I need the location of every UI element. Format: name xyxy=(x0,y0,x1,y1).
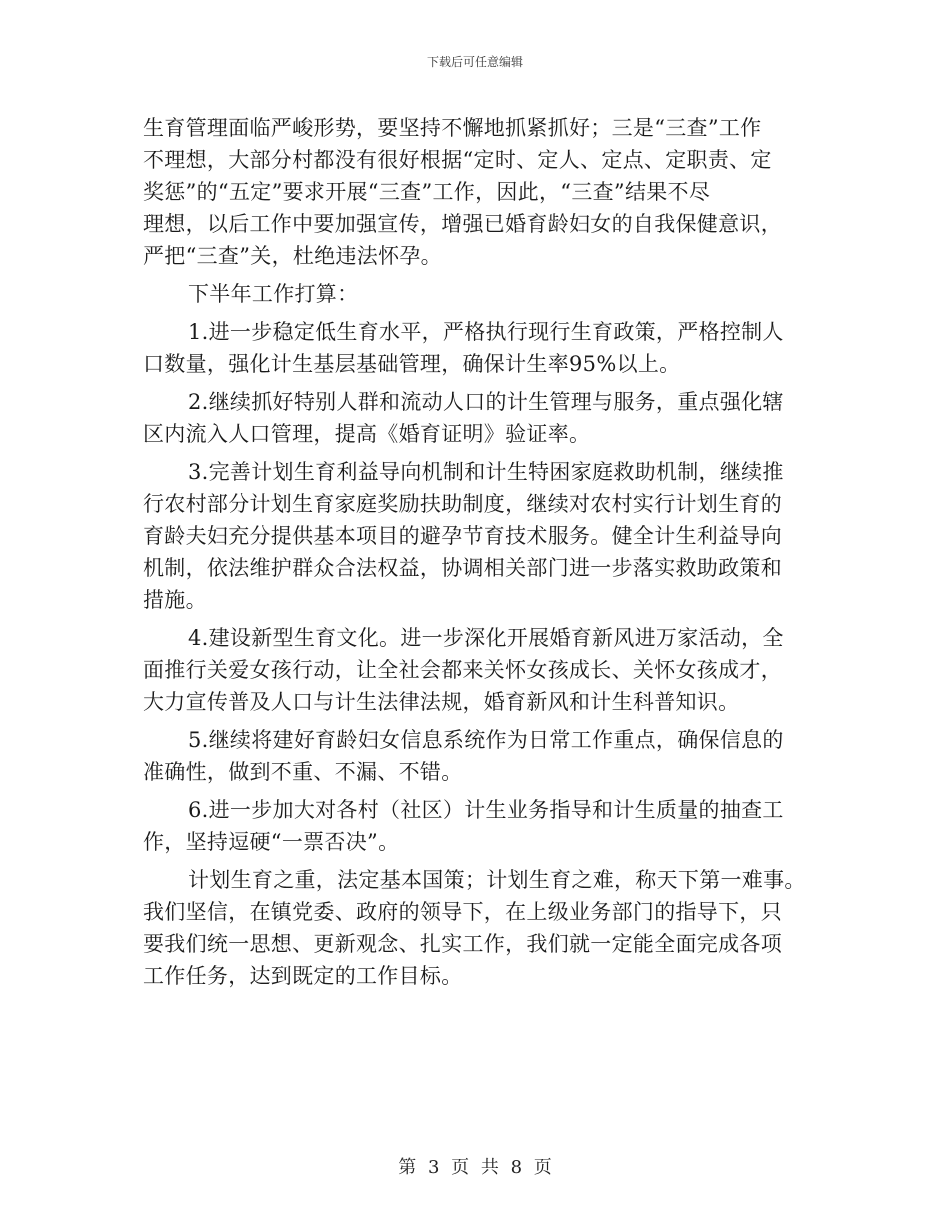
text-line: 大力宣传普及人口与计生法律法规，婚育新风和计生科普知识。 xyxy=(143,690,740,714)
text-line: 计划生育之重，法定基本国策；计划生育之难，称天下第一难事。 xyxy=(188,868,806,892)
text-line: 区内流入人口管理，提高《婚育证明》验证率。 xyxy=(143,422,591,446)
text-line: 准确性，做到不重、不漏、不错。 xyxy=(143,760,463,784)
text-line: 口数量，强化计生基层基础管理，确保计生率95%以上。 xyxy=(143,352,681,376)
text-line: 措施。 xyxy=(143,588,207,612)
list-item xyxy=(143,794,803,858)
text-line: 育龄夫妇充分提供基本项目的避孕节育技术服务。健全计生利益导向 xyxy=(143,524,782,548)
text-line: 6.进一步加大对各村（社区）计生业务指导和计生质量的抽查工 xyxy=(188,798,784,822)
text-line: 机制，依法维护群众合法权益，协调相关部门进一步落实救助政策和 xyxy=(143,556,782,580)
list-item xyxy=(143,456,803,616)
text-line: 不理想，大部分村都没有很好根据“定时、定人、定点、定职责、定 xyxy=(143,148,772,172)
text-line: 我们坚信，在镇党委、政府的领导下，在上级业务部门的指导下，只 xyxy=(143,900,782,924)
text-line: 4.建设新型生育文化。进一步深化开展婚育新风进万家活动，全 xyxy=(188,626,784,650)
text-line: 要我们统一思想、更新观念、扎实工作，我们就一定能全面完成各项 xyxy=(143,932,782,956)
text-line: 工作任务，达到既定的工作目标。 xyxy=(143,964,463,988)
text-line: 5.继续将建好育龄妇女信息系统作为日常工作重点，确保信息的 xyxy=(188,728,784,752)
text-line: 1.进一步稳定低生育水平，严格执行现行生育政策，严格控制人 xyxy=(188,320,784,344)
text-line: 2.继续抓好特别人群和流动人口的计生管理与服务，重点强化辖 xyxy=(188,390,784,414)
page-number: 第 3 页 共 8 页 xyxy=(398,1157,552,1178)
text-line: 下半年工作打算： xyxy=(188,282,359,306)
section-heading xyxy=(143,278,803,310)
text-line: 3.完善计划生育利益导向机制和计生特困家庭救助机制，继续推 xyxy=(188,460,784,484)
text-line: 面推行关爱女孩行动，让全社会都来关怀女孩成长、关怀女孩成才， xyxy=(143,658,782,682)
page-header: 下载后可任意编辑 xyxy=(426,55,523,69)
text-line: 作，坚持逗硬“一票否决”。 xyxy=(143,830,400,854)
list-item xyxy=(143,622,803,718)
text-line: 严把“三查”关，杜绝违法怀孕。 xyxy=(143,244,442,268)
list-item xyxy=(143,724,803,788)
paragraph xyxy=(143,112,803,272)
text-line: 行农村部分计划生育家庭奖励扶助制度，继续对农村实行计划生育的 xyxy=(143,492,782,516)
text-line: 理想，以后工作中要加强宣传，增强已婚育龄妇女的自我保健意识， xyxy=(143,212,782,236)
document-body xyxy=(143,112,806,998)
text-line: 奖惩”的“五定”要求开展“三查”工作，因此，“三查”结果不尽 xyxy=(143,180,711,204)
text-line: 生育管理面临严峻形势，要坚持不懈地抓紧抓好；三是“三查”工作 xyxy=(143,116,762,140)
list-item xyxy=(143,386,803,450)
list-item xyxy=(143,316,803,380)
closing-paragraph xyxy=(143,864,806,992)
